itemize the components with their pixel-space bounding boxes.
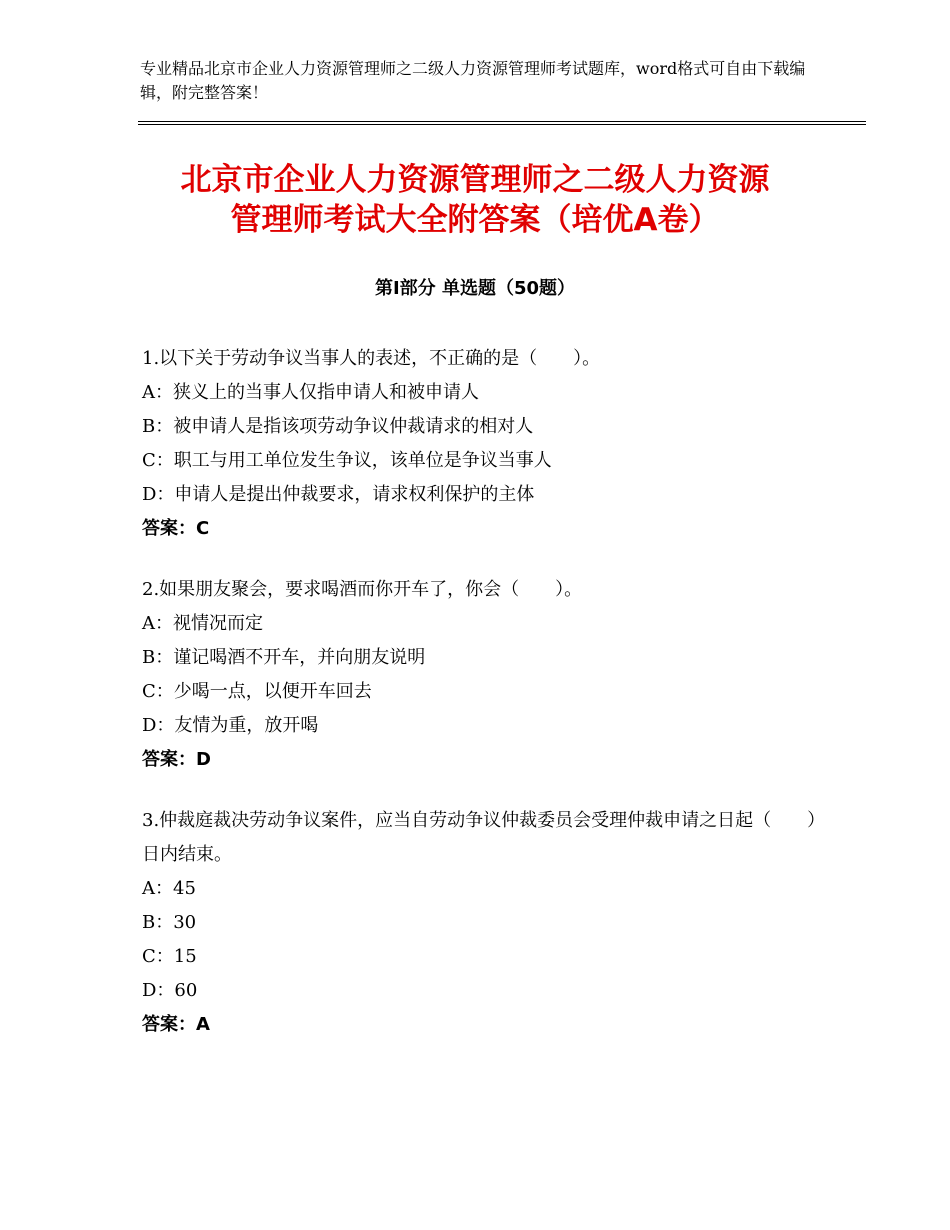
option-b: B：被申请人是指该项劳动争议仲裁请求的相对人 bbox=[142, 416, 534, 437]
section-title: 第Ⅰ部分 单选题（50题） bbox=[374, 278, 575, 299]
option-d: D：申请人是提出仲裁要求，请求权利保护的主体 bbox=[142, 484, 535, 505]
option-c: C：15 bbox=[142, 946, 197, 967]
question-3 bbox=[142, 804, 822, 1042]
answer: 答案：C bbox=[142, 518, 210, 539]
option-d: D：60 bbox=[142, 980, 198, 1001]
option-b: B：谨记喝酒不开车，并向朋友说明 bbox=[142, 647, 426, 668]
document-title-line-1: 北京市企业人力资源管理师之二级人力资源 bbox=[180, 162, 770, 198]
question-2 bbox=[142, 573, 822, 777]
header-divider bbox=[138, 121, 866, 125]
question-list bbox=[142, 342, 822, 1069]
question-stem: 3.仲裁庭裁决劳动争议案件，应当自劳动争议仲裁委员会受理仲裁申请之日起（ ）日内结束。 bbox=[142, 810, 817, 865]
header-note: 专业精品北京市企业人力资源管理师之二级人力资源管理师考试题库，word格式可自由下载编辑，附完整答案！ bbox=[140, 59, 806, 102]
option-a: A：狭义上的当事人仅指申请人和被申请人 bbox=[142, 382, 479, 403]
option-b: B：30 bbox=[142, 912, 197, 933]
option-a: A：45 bbox=[142, 878, 196, 899]
option-d: D：友情为重，放开喝 bbox=[142, 715, 319, 736]
question-stem: 2.如果朋友聚会，要求喝酒而你开车了，你会（ ）。 bbox=[142, 579, 583, 600]
question-stem: 1.以下关于劳动争议当事人的表述，不正确的是（ ）。 bbox=[142, 348, 601, 369]
answer: 答案：A bbox=[142, 1014, 210, 1035]
option-c: C：职工与用工单位发生争议，该单位是争议当事人 bbox=[142, 450, 552, 471]
question-1 bbox=[142, 342, 822, 546]
answer: 答案：D bbox=[142, 749, 211, 770]
document-title-line-2: 管理师考试大全附答案（培优A卷） bbox=[230, 202, 720, 238]
option-a: A：视情况而定 bbox=[142, 613, 263, 634]
document-title bbox=[100, 160, 850, 240]
option-c: C：少喝一点，以便开车回去 bbox=[142, 681, 372, 702]
